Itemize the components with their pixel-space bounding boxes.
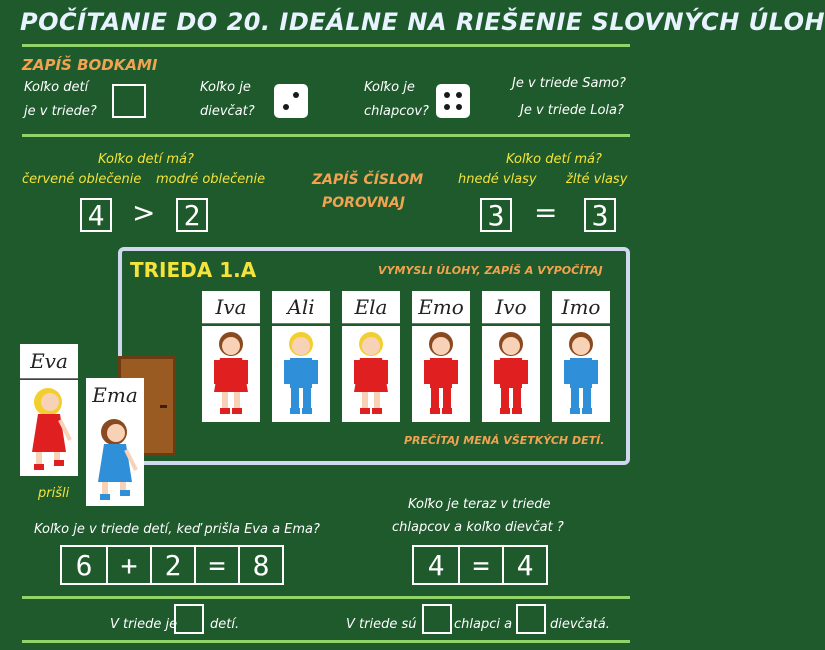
- answer-b-part2: chlapci a: [454, 617, 513, 632]
- answer-a-part1: V triede je: [110, 617, 178, 632]
- classroom-task: VYMYSLI ÚLOHY, ZAPÍŠ A VYPOČÍTAJ: [378, 264, 603, 277]
- girl-walking-icon: [20, 380, 78, 476]
- sum-equation: [60, 545, 284, 585]
- q3-line1: Koľko je: [364, 80, 415, 95]
- child-figure-icon: [202, 326, 260, 422]
- compare-equation: [412, 545, 548, 585]
- answer-box-boys[interactable]: [422, 604, 452, 634]
- right-question-line1: Koľko je teraz v triede: [408, 497, 551, 512]
- picture-card-child: [342, 326, 400, 422]
- answer-box-kids[interactable]: [112, 84, 146, 118]
- right-category-b: žlté vlasy: [566, 172, 628, 187]
- picture-card-child: [412, 326, 470, 422]
- right-number-1[interactable]: 3: [480, 198, 512, 232]
- equation-cell[interactable]: 4: [502, 547, 546, 583]
- answer-b-part1: V triede sú: [346, 617, 417, 632]
- q1-line2: je v triede?: [24, 104, 97, 119]
- classroom-title: TRIEDA 1.A: [130, 258, 257, 282]
- center-instruction-1: ZAPÍŠ ČÍSLOM: [312, 172, 424, 188]
- child-figure-icon: [342, 326, 400, 422]
- q5: Je v triede Lola?: [520, 103, 624, 118]
- name-card-child: [412, 291, 470, 324]
- q3-line2: chlapcov?: [364, 104, 429, 119]
- name-card-eva: [20, 344, 78, 379]
- door-handle: [160, 405, 167, 408]
- left-number-1[interactable]: 4: [80, 198, 112, 232]
- q4: Je v triede Samo?: [512, 76, 626, 91]
- picture-card-child: [482, 326, 540, 422]
- answer-a-part2: detí.: [210, 617, 240, 632]
- answer-b-part3: dievčatá.: [550, 617, 610, 632]
- dot: [293, 92, 299, 98]
- child-figure-icon: [272, 326, 330, 422]
- dice-two-icon[interactable]: [274, 84, 308, 118]
- equation-cell[interactable]: 4: [427, 548, 445, 582]
- equation-cell[interactable]: 2: [150, 547, 194, 583]
- dot: [456, 104, 462, 110]
- picture-card-ema: [86, 412, 144, 506]
- name-eva: Eva: [30, 349, 68, 373]
- dot: [283, 104, 289, 110]
- dot: [444, 104, 450, 110]
- picture-card-child: [272, 326, 330, 422]
- section1-heading: ZAPÍŠ BODKAMI: [22, 56, 158, 74]
- child-figure-icon: [552, 326, 610, 422]
- right-question-line2: chlapcov a koľko dievčat ?: [392, 520, 564, 535]
- equation-cell[interactable]: 8: [238, 547, 282, 583]
- picture-card-eva: [20, 380, 78, 476]
- left-question: Koľko detí má?: [98, 152, 194, 167]
- right-category-a: hnedé vlasy: [458, 172, 537, 187]
- child-figure-icon: [412, 326, 470, 422]
- answer-box-total[interactable]: [174, 604, 204, 634]
- q2-line2: dievčat?: [200, 104, 255, 119]
- equation-cell[interactable]: 6: [75, 548, 93, 582]
- name-card-child: [482, 291, 540, 324]
- page-title: POČÍTANIE DO 20. IDEÁLNE NA RIEŠENIE SLOVNÝCH ÚLOH: [20, 8, 825, 36]
- left-question-sum: Koľko je v triede detí, keď prišla Eva a Ema?: [34, 522, 320, 537]
- name-ema: Ema: [92, 383, 138, 407]
- equation-cell[interactable]: =: [194, 547, 238, 583]
- divider: [22, 44, 630, 47]
- divider: [22, 134, 630, 137]
- equation-cell[interactable]: =: [458, 547, 502, 583]
- child-figure-icon: [482, 326, 540, 422]
- divider: [22, 640, 630, 643]
- q2-line1: Koľko je: [200, 80, 251, 95]
- name-card-child: [272, 291, 330, 324]
- dot: [456, 92, 462, 98]
- child-name: Iva: [215, 295, 247, 319]
- child-name: Ivo: [495, 295, 527, 319]
- q1-line1: Koľko detí: [24, 80, 89, 95]
- left-operator: >: [132, 196, 156, 229]
- right-operator: =: [534, 196, 558, 229]
- girl-walking-icon: [86, 412, 144, 506]
- picture-card-child: [552, 326, 610, 422]
- dice-four-icon[interactable]: [436, 84, 470, 118]
- name-card-ema: [86, 378, 144, 413]
- divider: [22, 596, 630, 599]
- dot: [444, 92, 450, 98]
- name-card-child: [552, 291, 610, 324]
- center-instruction-2: POROVNAJ: [322, 195, 405, 211]
- child-name: Imo: [561, 295, 601, 319]
- left-category-a: červené oblečenie: [22, 172, 142, 187]
- left-number-2[interactable]: 2: [176, 198, 208, 232]
- answer-box-girls[interactable]: [516, 604, 546, 634]
- name-card-child: [202, 291, 260, 324]
- child-name: Ali: [287, 295, 315, 319]
- name-card-child: [342, 291, 400, 324]
- arrivals-label: prišli: [38, 486, 70, 501]
- left-category-b: modré oblečenie: [156, 172, 266, 187]
- child-name: Ela: [354, 295, 388, 319]
- classroom-instruction: PREČÍTAJ MENÁ VŠETKÝCH DETÍ.: [404, 434, 605, 447]
- picture-card-child: [202, 326, 260, 422]
- equation-cell[interactable]: +: [106, 547, 150, 583]
- child-name: Emo: [418, 295, 464, 319]
- right-number-2[interactable]: 3: [584, 198, 616, 232]
- right-question: Koľko detí má?: [506, 152, 602, 167]
